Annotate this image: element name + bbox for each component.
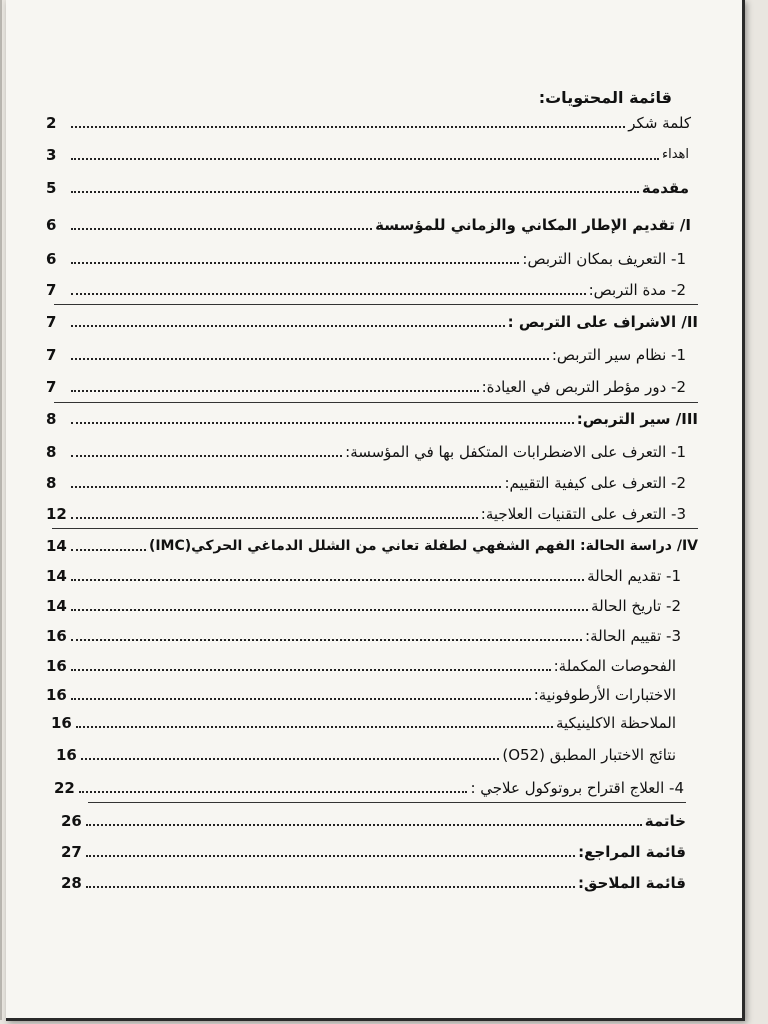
toc-page-number: 6 [46, 216, 57, 234]
dot-leader [71, 325, 505, 327]
toc-page-number: 14 [46, 597, 67, 615]
toc-entry-3-3 [46, 505, 686, 523]
toc-page-number: 2 [46, 114, 57, 132]
toc-entry-conclusion [61, 812, 686, 830]
document-page [6, 0, 745, 1021]
toc-entry-label: I/ تقديم الإطار المكاني والزماني للمؤسسة [375, 216, 691, 234]
dot-leader [71, 126, 625, 128]
toc-entry-dedication [46, 146, 689, 164]
dot-leader [71, 579, 584, 581]
dot-leader [71, 455, 342, 457]
toc-page-number: 12 [46, 505, 67, 523]
toc-entry-4-3-d [56, 746, 676, 764]
dot-leader [71, 698, 531, 700]
toc-page-number: 14 [46, 537, 67, 555]
toc-entry-3-1 [46, 443, 686, 461]
toc-entry-4-1 [46, 567, 681, 585]
toc-page-number: 7 [46, 313, 57, 331]
section-divider [54, 402, 698, 403]
toc-entry-1-2 [46, 281, 686, 299]
toc-entry-label: الاختبارات الأرطوفونية: [533, 686, 676, 704]
dot-leader [71, 191, 639, 193]
toc-entry-label: قائمة الملاحق: [577, 874, 686, 892]
page-edge [0, 0, 2, 1020]
toc-page-number: 16 [56, 746, 77, 764]
toc-page-number: 28 [61, 874, 82, 892]
toc-entry-label: 1- نظام سير التربص: [551, 346, 686, 364]
toc-page-number: 16 [46, 627, 67, 645]
toc-entry-label: 1- التعرف على الاضطرابات المتكفل بها في المؤسسة: [345, 443, 686, 461]
toc-page-number: 16 [46, 657, 67, 675]
section-divider [52, 528, 698, 529]
toc-page-number: 27 [61, 843, 82, 861]
toc-entry-section-4 [46, 537, 698, 555]
toc-entry-label: 2- تاريخ الحالة [591, 597, 681, 615]
toc-page-number: 7 [46, 346, 57, 364]
dot-leader [76, 726, 553, 728]
toc-entry-4-3 [46, 627, 681, 645]
toc-entry-label: قائمة المراجع: [578, 843, 686, 861]
toc-entry-4-3-b [46, 686, 676, 704]
toc-entry-4-2 [46, 597, 681, 615]
toc-title: قائمة المحتويات: [538, 88, 672, 107]
toc-entry-label: 2- دور مؤطر التربص في العيادة: [481, 378, 686, 396]
toc-entry-label: 3- تقييم الحالة: [585, 627, 681, 645]
toc-entry-label: 2- مدة التربص: [588, 281, 686, 299]
toc-page-number: 6 [46, 250, 57, 268]
toc-entry-label: كلمة شكر [628, 114, 691, 132]
toc-entry-label: خاتمة [644, 812, 686, 830]
toc-entry-appendices [61, 874, 686, 892]
toc-page-number: 7 [46, 378, 57, 396]
toc-entry-section-1 [46, 216, 691, 234]
toc-page-number: 8 [46, 410, 57, 428]
dot-leader [71, 486, 501, 488]
toc-entry-section-2 [46, 313, 698, 331]
toc-entry-label: الفحوصات المكملة: [553, 657, 676, 675]
dot-leader [71, 669, 551, 671]
dot-leader [86, 886, 575, 888]
dot-leader [71, 422, 574, 424]
toc-entry-label: الملاحظة الاكلينيكية [555, 714, 676, 732]
toc-entry-label: 1- التعريف بمكان التربص: [522, 250, 686, 268]
toc-page-number: 8 [46, 443, 57, 461]
toc-entry-thanks [46, 114, 691, 132]
toc-page-number: 22 [54, 779, 75, 797]
toc-entry-4-4 [54, 779, 684, 797]
toc-entry-label: 3- التعرف على التقنيات العلاجية: [480, 505, 686, 523]
toc-entry-label: II/ الاشراف على التربص : [507, 313, 698, 331]
toc-entry-label: اهداء [661, 147, 689, 162]
dot-leader [71, 390, 479, 392]
dot-leader [71, 293, 586, 295]
toc-entry-label: III/ سير التربص: [576, 410, 698, 428]
toc-page-number: 5 [46, 179, 57, 197]
dot-leader [71, 228, 372, 230]
toc-entry-3-2 [46, 474, 686, 492]
dot-leader [81, 758, 499, 760]
dot-leader [71, 549, 146, 551]
toc-entry-2-1 [46, 346, 686, 364]
toc-entry-label: IV/ دراسة الحالة: الفهم الشفهي لطفلة تعاني من الشلل الدماغي الحركي(IMC) [148, 538, 698, 554]
toc-entry-introduction [46, 179, 689, 197]
dot-leader [86, 855, 575, 857]
toc-entry-1-1 [46, 250, 686, 268]
toc-entry-4-3-a [46, 657, 676, 675]
toc-entry-references [61, 843, 686, 861]
dot-leader [71, 262, 519, 264]
toc-entry-label: مقدمة [641, 179, 689, 197]
toc-entry-4-3-c [51, 714, 676, 732]
section-divider [88, 802, 686, 803]
toc-entry-label: 2- التعرف على كيفية التقييم: [504, 474, 686, 492]
toc-page-number: 16 [51, 714, 72, 732]
dot-leader [86, 824, 642, 826]
toc-entry-2-2 [46, 378, 686, 396]
toc-entry-label: نتائج الاختبار المطبق (O52) [502, 746, 676, 764]
dot-leader [71, 609, 588, 611]
toc-entry-label: 1- تقديم الحالة [587, 567, 681, 585]
toc-page-number: 3 [46, 146, 57, 164]
toc-entry-section-3 [46, 410, 698, 428]
toc-page-number: 14 [46, 567, 67, 585]
dot-leader [71, 358, 549, 360]
toc-entry-label: 4- العلاج اقتراح بروتوكول علاجي : [470, 779, 684, 797]
toc-page-number: 7 [46, 281, 57, 299]
dot-leader [71, 517, 478, 519]
section-divider [54, 304, 698, 305]
toc-page-number: 26 [61, 812, 82, 830]
dot-leader [79, 791, 467, 793]
toc-page-number: 16 [46, 686, 67, 704]
dot-leader [71, 639, 582, 641]
toc-page-number: 8 [46, 474, 57, 492]
dot-leader [71, 158, 659, 160]
